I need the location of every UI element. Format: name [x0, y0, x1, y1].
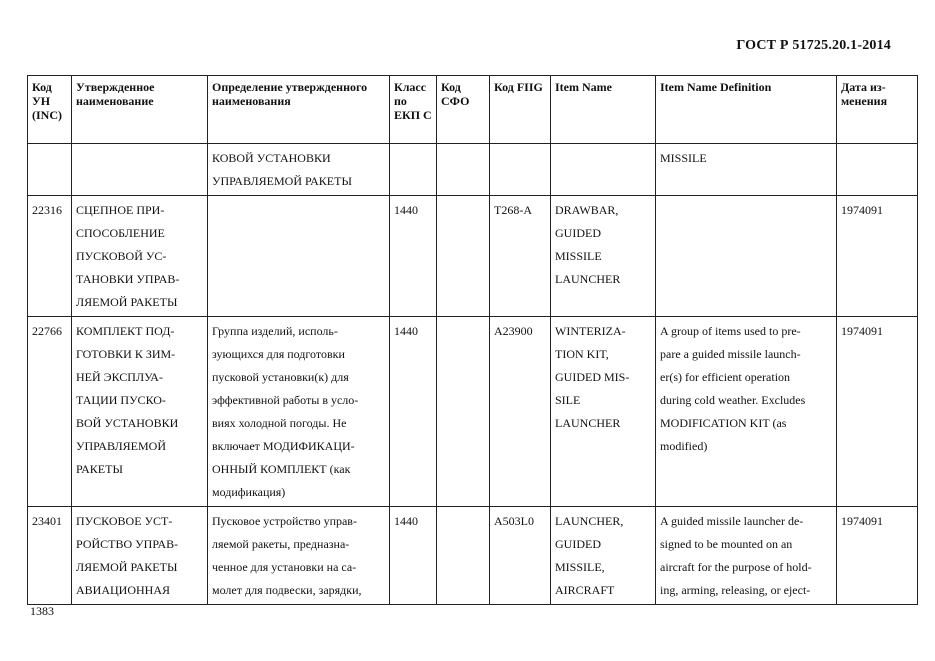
- cell-class: [390, 144, 437, 196]
- table-row: [28, 507, 918, 605]
- column-header-sfo: Код СФО: [437, 76, 490, 144]
- cell-sfo: [437, 507, 490, 605]
- catalog-table: [27, 75, 918, 605]
- cell-item-definition: MISSILE: [656, 144, 837, 196]
- cell-item-name: LAUNCHER, GUIDED MISSILE, AIRCRAFT: [551, 507, 656, 605]
- cell-fiig: T268-A: [490, 196, 551, 317]
- cell-fiig: A503L0: [490, 507, 551, 605]
- cell-class: 1440: [390, 317, 437, 507]
- cell-date: [837, 144, 918, 196]
- page-number: 1383: [30, 604, 54, 618]
- column-header-class: Класс по ЕКП С: [390, 76, 437, 144]
- column-header-definition: Определение утвержденного наименования: [208, 76, 390, 144]
- cell-definition: КОВОЙ УСТАНОВКИ УПРАВЛЯЕМОЙ РАКЕТЫ: [208, 144, 390, 196]
- cell-item-name: DRAWBAR, GUIDED MISSILE LAUNCHER: [551, 196, 656, 317]
- column-header-inc: Код УН (INC): [28, 76, 72, 144]
- cell-approved-name: ПУСКОВОЕ УСТ- РОЙСТВО УПРАВ- ЛЯЕМОЙ РАКЕТЫ АВИАЦИОННАЯ: [72, 507, 208, 605]
- cell-class: 1440: [390, 507, 437, 605]
- cell-item-name: WINTERIZA- TION KIT, GUIDED MIS- SILE LAUNCHER: [551, 317, 656, 507]
- cell-approved-name: [72, 144, 208, 196]
- cell-item-definition: A guided missile launcher de- signed to be mounted on an aircraft for the purpose of hold- ing, arming, releasing, or eject-: [656, 507, 837, 605]
- cell-date: 1974091: [837, 317, 918, 507]
- cell-sfo: [437, 317, 490, 507]
- cell-definition: [208, 196, 390, 317]
- cell-inc: 23401: [28, 507, 72, 605]
- cell-fiig: [490, 144, 551, 196]
- document-header: ГОСТ Р 51725.20.1-2014: [736, 38, 891, 53]
- cell-fiig: A23900: [490, 317, 551, 507]
- cell-item-definition: [656, 196, 837, 317]
- column-header-date: Дата из- менения: [837, 76, 918, 144]
- cell-approved-name: КОМПЛЕКТ ПОД- ГОТОВКИ К ЗИМ- НЕЙ ЭКСПЛУА- ТАЦИИ ПУСКО- ВОЙ УСТАНОВКИ УПРАВЛЯЕМОЙ РАКЕТЫ: [72, 317, 208, 507]
- cell-inc: 22766: [28, 317, 72, 507]
- cell-date: 1974091: [837, 196, 918, 317]
- cell-date: 1974091: [837, 507, 918, 605]
- cell-class: 1440: [390, 196, 437, 317]
- column-header-item-name: Item Name: [551, 76, 656, 144]
- column-header-item-definition: Item Name Definition: [656, 76, 837, 144]
- table-row: [28, 196, 918, 317]
- table-row: [28, 144, 918, 196]
- column-header-approved-name: Утвержденное наименование: [72, 76, 208, 144]
- table-row: [28, 317, 918, 507]
- cell-inc: [28, 144, 72, 196]
- table-header-row: [28, 76, 918, 144]
- cell-item-definition: A group of items used to pre- pare a guided missile launch- er(s) for efficient operation during cold weather. Excludes MODIFICATION KIT (as modified): [656, 317, 837, 507]
- column-header-fiig: Код FIIG: [490, 76, 551, 144]
- cell-approved-name: СЦЕПНОЕ ПРИ- СПОСОБЛЕНИЕ ПУСКОВОЙ УС- ТАНОВКИ УПРАВ- ЛЯЕМОЙ РАКЕТЫ: [72, 196, 208, 317]
- cell-definition: Группа изделий, исполь- зующихся для подготовки пусковой установки(к) для эффективной работы в усло- виях холодной погоды. Не включает МОДИФИКАЦИ- ОННЫЙ КОМПЛЕКТ (как модификация): [208, 317, 390, 507]
- cell-inc: 22316: [28, 196, 72, 317]
- cell-item-name: [551, 144, 656, 196]
- cell-sfo: [437, 196, 490, 317]
- cell-sfo: [437, 144, 490, 196]
- cell-definition: Пусковое устройство управ- ляемой ракеты, предназна- ченное для установки на са- молет для подвески, зарядки,: [208, 507, 390, 605]
